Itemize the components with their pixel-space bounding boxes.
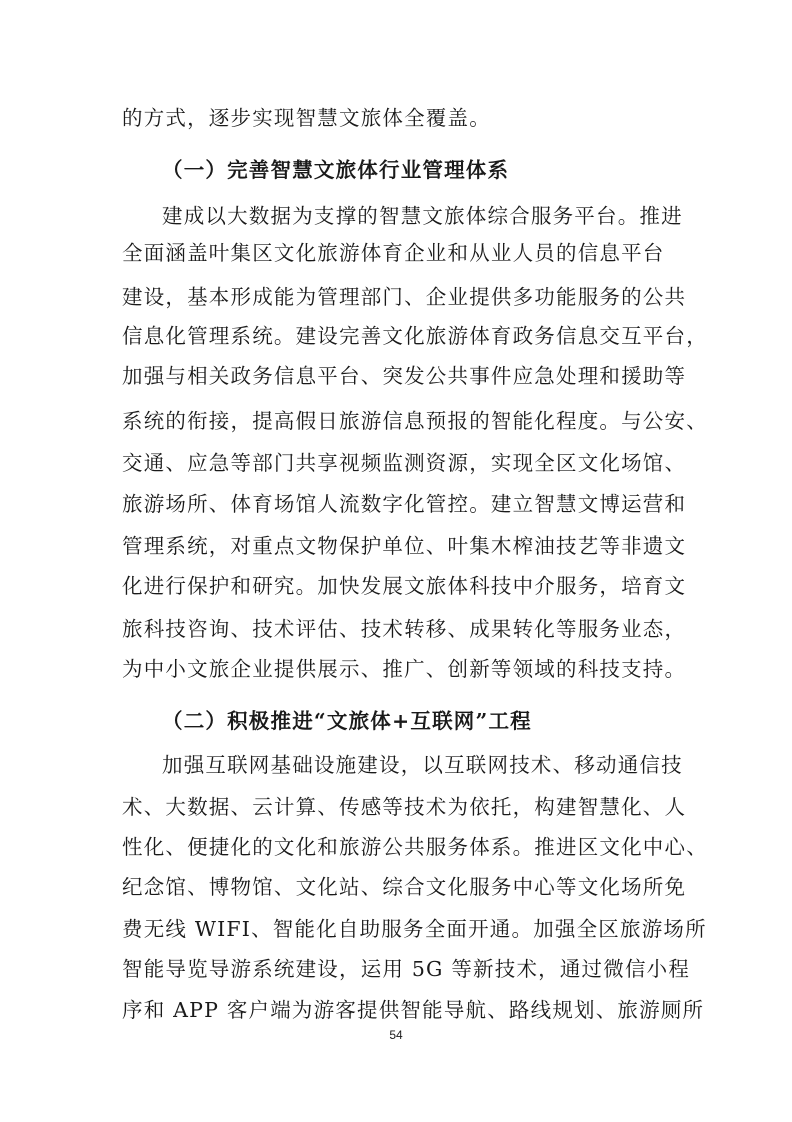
section-heading-2: （二）积极推进“文旅体+互联网”工程: [162, 709, 532, 733]
paragraph-line: 性化、便捷化的文化和旅游公共服务体系。推进区文化中心、: [122, 835, 708, 859]
paragraph-line: 建成以大数据为支撑的智慧文旅体综合服务平台。推进: [162, 204, 683, 228]
paragraph-line: 纪念馆、博物馆、文化站、综合文化服务中心等文化场所免: [122, 875, 687, 899]
paragraph-line: 加强互联网基础设施建设，以互联网技术、移动通信技: [162, 753, 683, 777]
paragraph-line: 智能导览导游系统建设，运用 5G 等新技术，通过微信小程: [122, 957, 691, 981]
paragraph-line: 术、大数据、云计算、传感等技术为依托，构建智慧化、人: [122, 795, 687, 819]
paragraph-line: 的方式，逐步实现智慧文旅体全覆盖。: [122, 106, 491, 130]
paragraph-line: 系统的衔接，提高假日旅游信息预报的智能化程度。与公安、: [122, 409, 708, 433]
section-heading-1: （一）完善智慧文旅体行业管理体系: [162, 158, 510, 182]
paragraph-line: 全面涵盖叶集区文化旅游体育企业和从业人员的信息平台: [122, 241, 665, 265]
paragraph-line: 信息化管理系统。建设完善文化旅游体育政务信息交互平台，: [122, 324, 708, 348]
paragraph-line: 加强与相关政务信息平台、突发公共事件应急处理和援助等: [122, 364, 687, 388]
page-number: 54: [389, 1028, 403, 1042]
paragraph-line: 化进行保护和研究。加快发展文旅体科技中介服务，培育文: [122, 574, 687, 598]
paragraph-line: 旅科技咨询、技术评估、技术转移、成果转化等服务业态，: [122, 617, 687, 641]
paragraph-line: 费无线 WIFI、智能化自助服务全面开通。加强全区旅游场所: [122, 917, 707, 941]
paragraph-line: 交通、应急等部门共享视频监测资源，实现全区文化场馆、: [122, 451, 687, 475]
paragraph-line: 建设，基本形成能为管理部门、企业提供多功能服务的公共: [122, 285, 687, 309]
paragraph-line: 序和 APP 客户端为游客提供智能导航、路线规划、旅游厕所: [122, 998, 705, 1022]
paragraph-line: 旅游场所、体育场馆人流数字化管控。建立智慧文博运营和: [122, 492, 687, 516]
paragraph-line: 管理系统，对重点文物保护单位、叶集木榨油技艺等非遗文: [122, 534, 687, 558]
paragraph-line: 为中小文旅企业提供展示、推广、创新等领域的科技支持。: [122, 657, 687, 681]
